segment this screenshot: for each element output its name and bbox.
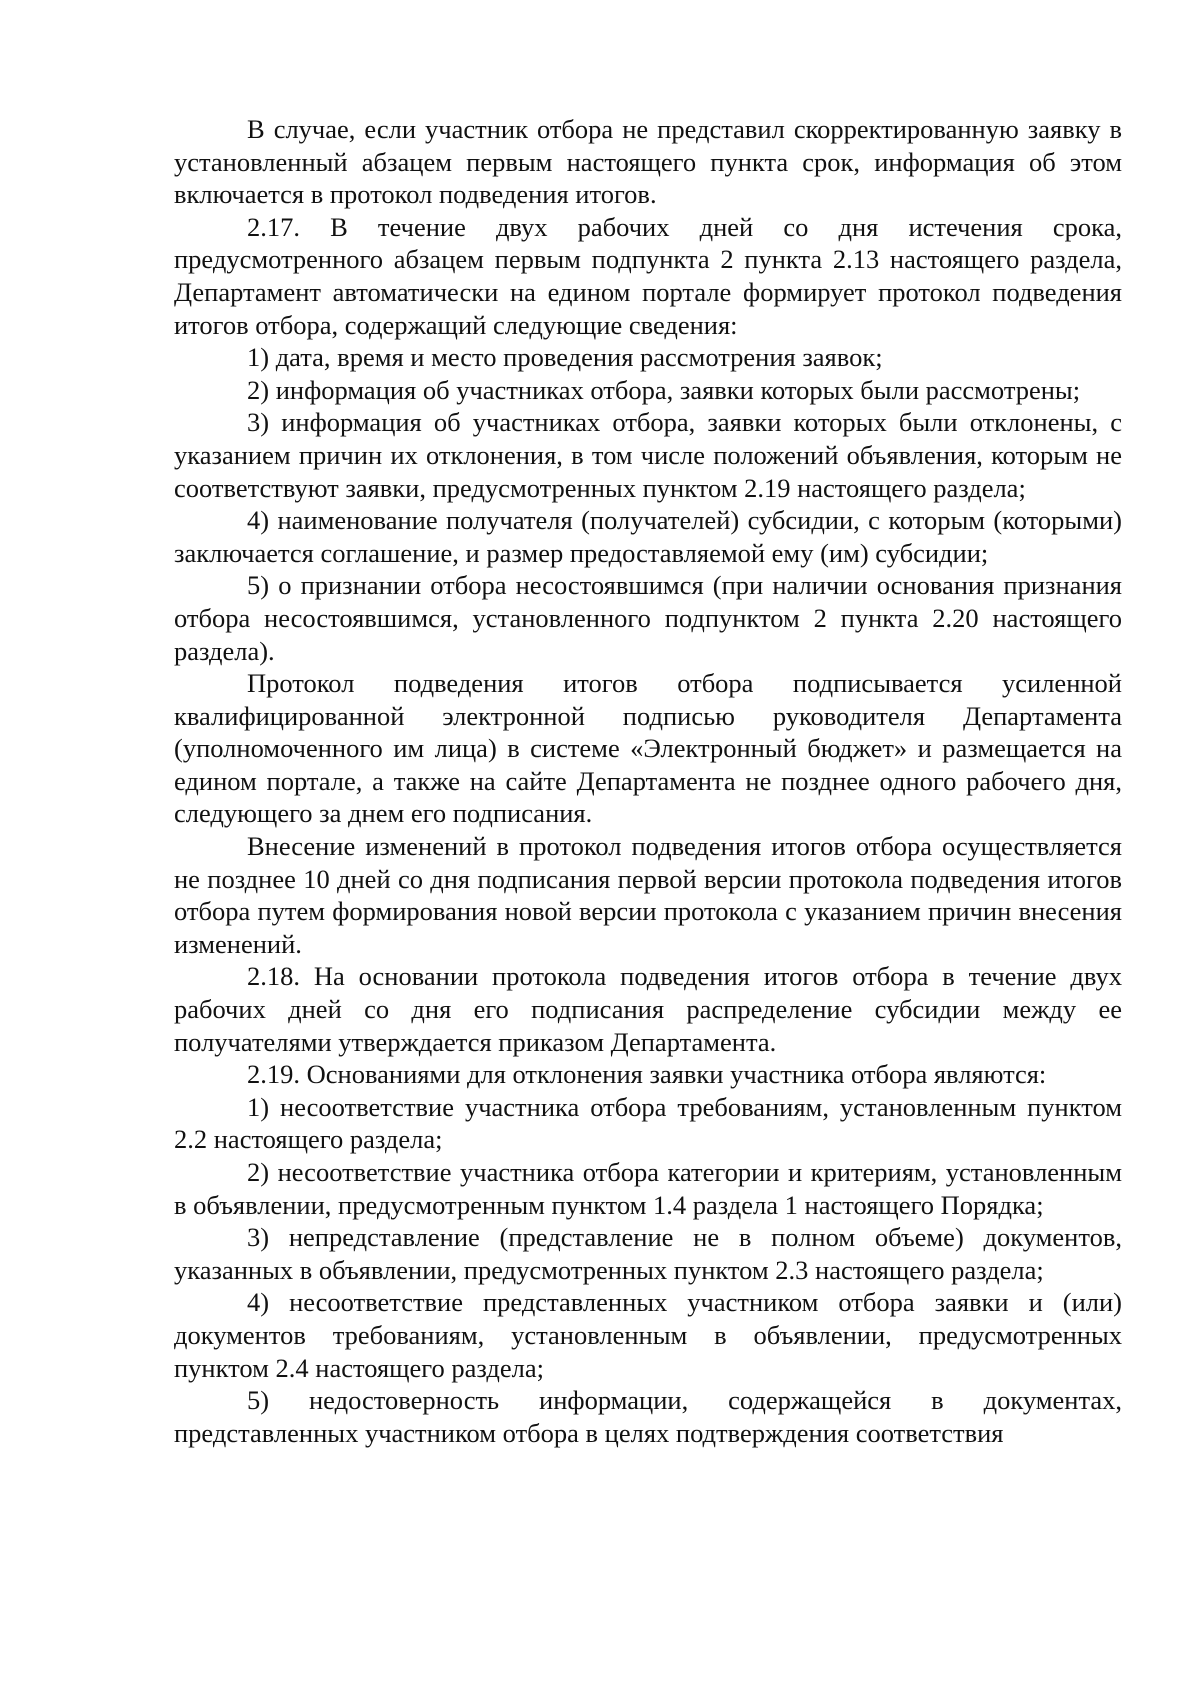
- list-item-2-17-2: 2) информация об участниках отбора, заявки которых были рассмотрены;: [247, 374, 1081, 405]
- list-item-2-17-4: 4) наименование получателя (получателей) субсидии, с которым (которыми) заключается соглашение, и размер предоставляемой ему (им) субсидии;: [174, 505, 1122, 568]
- list-item-2-17-1: 1) дата, время и место проведения рассмотрения заявок;: [247, 342, 883, 373]
- paragraph-2-18: 2.18. На основании протокола подведения итогов отбора в течение двух рабочих дней со дня его подписания распределение субсидии между ее получателями утверждается приказом Департамента.: [174, 961, 1122, 1057]
- paragraph-corrected-application: В случае, если участник отбора не представил скорректированную заявку в установленный абзацем первым настоящего пункта срок, информация об этом включается в протокол подведения итогов.: [174, 114, 1122, 210]
- paragraph-protocol-signing: Протокол подведения итогов отбора подписывается усиленной квалифицированной электронной подписью руководителя Департамента (уполномоченного им лица) в системе «Электронный бюджет» и размещается на едином портале, а также на сайте Департамента не позднее одного рабочего дня, следующего за днем его подписания.: [174, 668, 1122, 829]
- list-item-2-19-4: 4) несоответствие представленных участником отбора заявки и (или) документов требованиям, установленным в объявлении, предусмотренных пунктом 2.4 настоящего раздела;: [174, 1287, 1122, 1383]
- list-item-2-19-3: 3) непредставление (представление не в полном объеме) документов, указанных в объявлении, предусмотренных пунктом 2.3 настоящего раздела;: [174, 1222, 1122, 1285]
- paragraph-2-19: 2.19. Основаниями для отклонения заявки участника отбора являются:: [247, 1059, 1047, 1090]
- paragraph-2-17: 2.17. В течение двух рабочих дней со дня истечения срока, предусмотренного абзацем первым подпункта 2 пункта 2.13 настоящего раздела, Департамент автоматически на едином портале формирует протокол подведения итогов отбора, содержащий следующие сведения:: [174, 211, 1122, 340]
- list-item-2-17-5: 5) о признании отбора несостоявшимся (при наличии основания признания отбора несостоявшимся, установленного подпунктом 2 пункта 2.20 настоящего раздела).: [174, 570, 1122, 666]
- document-body: [174, 113, 1122, 1449]
- paragraph-protocol-changes: Внесение изменений в протокол подведения итогов отбора осуществляется не позднее 10 дней со дня подписания первой версии протокола подведения итогов отбора путем формирования новой версии протокола с указанием причин внесения изменений.: [174, 831, 1122, 959]
- list-item-2-19-2: 2) несоответствие участника отбора категории и критериям, установленным в объявлении, предусмотренным пунктом 1.4 раздела 1 настоящего Порядка;: [174, 1157, 1122, 1220]
- list-item-2-19-1: 1) несоответствие участника отбора требованиям, установленным пунктом 2.2 настоящего раздела;: [174, 1091, 1122, 1155]
- list-item-2-17-3: 3) информация об участниках отбора, заявки которых были отклонены, с указанием причин их отклонения, в том числе положений объявления, которым не соответствуют заявки, предусмотренных пунктом 2.19 настоящего раздела;: [174, 407, 1122, 503]
- list-item-2-19-5: 5) недостоверность информации, содержащейся в документах, представленных участником отбора в целях подтверждения соответствия: [174, 1385, 1122, 1448]
